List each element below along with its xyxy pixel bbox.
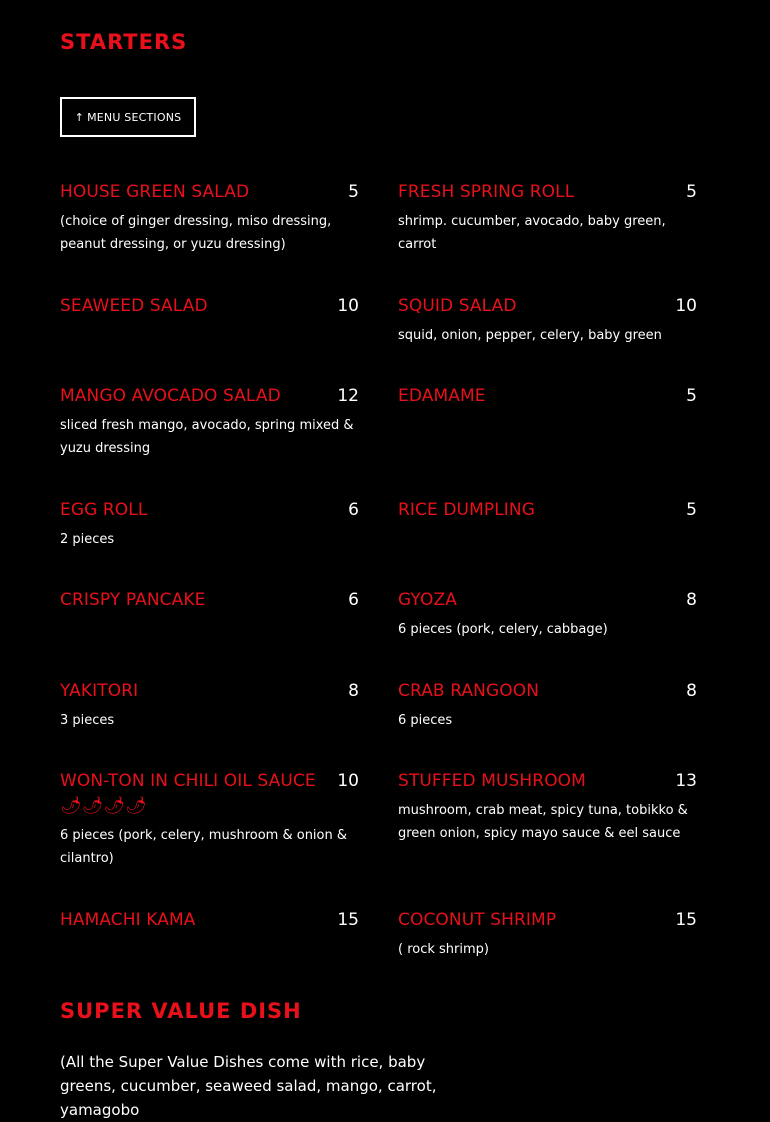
item-price: 5 [686, 386, 697, 406]
item-name: SQUID SALAD [398, 296, 517, 316]
menu-item-fresh-spring-roll [398, 180, 697, 256]
menu-item-coconut-shrimp [398, 908, 697, 961]
item-description: 6 pieces (pork, celery, mushroom & onion & cilantro) [60, 828, 348, 866]
item-name: SEAWEED SALAD [60, 296, 208, 316]
item-price: 5 [686, 182, 697, 202]
item-description: 6 pieces (pork, celery, cabbage) [398, 622, 608, 637]
menu-item-won-ton-chili-oil [60, 769, 359, 870]
item-price: 8 [686, 590, 697, 610]
item-price: 6 [348, 500, 359, 520]
menu-item-gyoza [398, 588, 697, 641]
item-name: CRISPY PANCAKE [60, 590, 206, 610]
item-name: RICE DUMPLING [398, 500, 535, 520]
section-title-super-value-dish: SUPER VALUE DISH [60, 999, 302, 1023]
arrow-up-icon: ↑ [74, 110, 85, 124]
menu-item-house-green-salad [60, 180, 359, 256]
item-price: 13 [675, 771, 697, 791]
item-description: sliced fresh mango, avocado, spring mixed & yuzu dressing [60, 418, 354, 456]
menu-item-yakitori [60, 679, 359, 732]
menu-item-stuffed-mushroom [398, 769, 697, 845]
menu-item-rice-dumpling [398, 498, 697, 523]
item-price: 10 [675, 296, 697, 316]
item-price: 8 [686, 681, 697, 701]
menu-item-egg-roll [60, 498, 359, 551]
menu-sections-label: MENU SECTIONS [87, 110, 182, 124]
item-name: WON-TON IN CHILI OIL SAUCE 🌶🌶🌶🌶 [60, 771, 316, 816]
item-price: 5 [686, 500, 697, 520]
menu-item-crab-rangoon [398, 679, 697, 732]
item-description: mushroom, crab meat, spicy tuna, tobikko & green onion, spicy mayo sauce & eel sauce [398, 803, 688, 841]
item-description: squid, onion, pepper, celery, baby green [398, 328, 662, 343]
item-price: 10 [337, 771, 359, 791]
item-name: COCONUT SHRIMP [398, 910, 557, 930]
item-price: 15 [337, 910, 359, 930]
item-description: 3 pieces [60, 713, 115, 728]
super-value-note: (All the Super Value Dishes come with rice, baby greens, cucumber, seaweed salad, mango, carrot, yamagobo [60, 1053, 437, 1119]
menu-item-seaweed-salad [60, 294, 359, 319]
item-price: 6 [348, 590, 359, 610]
item-name: CRAB RANGOON [398, 681, 540, 701]
menu-item-crispy-pancake [60, 588, 359, 613]
item-name: HOUSE GREEN SALAD [60, 182, 250, 202]
item-description: 2 pieces [60, 532, 115, 547]
item-description: 6 pieces [398, 713, 453, 728]
menu-item-hamachi-kama [60, 908, 359, 933]
item-name: EDAMAME [398, 386, 486, 406]
item-name: STUFFED MUSHROOM [398, 771, 586, 791]
item-price: 12 [337, 386, 359, 406]
item-price: 15 [675, 910, 697, 930]
item-description: (choice of ginger dressing, miso dressing, peanut dressing, or yuzu dressing) [60, 214, 332, 252]
item-price: 8 [348, 681, 359, 701]
section-title-starters: STARTERS [60, 30, 188, 54]
menu-sections-button[interactable] [60, 97, 196, 137]
item-price: 10 [337, 296, 359, 316]
menu-item-mango-avocado-salad [60, 384, 359, 460]
menu-item-squid-salad [398, 294, 697, 347]
item-description: ( rock shrimp) [398, 942, 489, 957]
item-name: YAKITORI [60, 681, 139, 701]
item-name: HAMACHI KAMA [60, 910, 196, 930]
item-name: MANGO AVOCADO SALAD [60, 386, 281, 406]
item-name: FRESH SPRING ROLL [398, 182, 575, 202]
item-description: shrimp. cucumber, avocado, baby green, carrot [398, 214, 666, 252]
item-name: EGG ROLL [60, 500, 148, 520]
item-name: GYOZA [398, 590, 457, 610]
item-price: 5 [348, 182, 359, 202]
menu-item-edamame [398, 384, 697, 409]
